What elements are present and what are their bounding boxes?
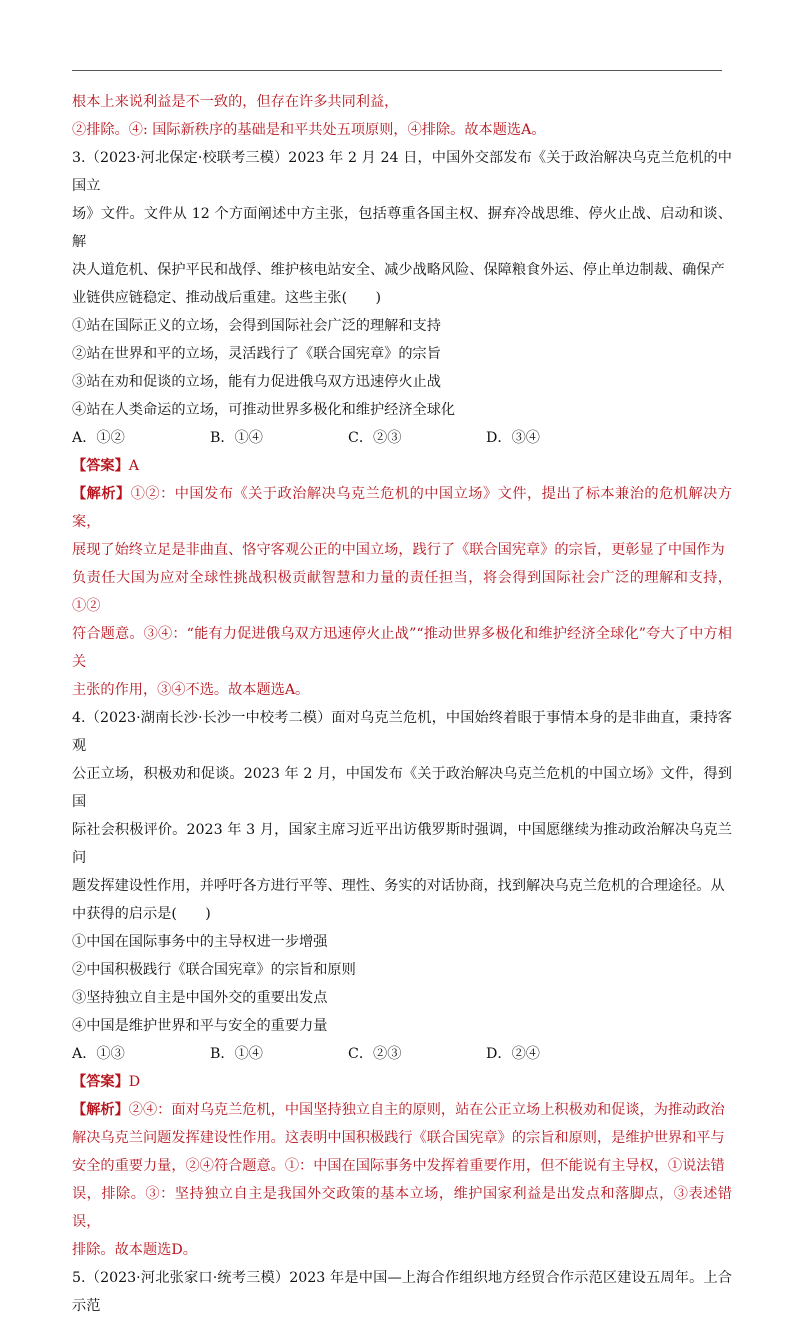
- q4-option-4: ④中国是维护世界和平与安全的重要力量: [72, 1018, 328, 1034]
- q3-option-3: ③站在劝和促谈的立场，能有力促进俄乌双方迅速停火止战: [72, 374, 441, 390]
- page-content: [72, 88, 732, 1320]
- prev-analysis-text-1: 根本上来说利益是不一致的，但存在许多共同利益，: [72, 94, 399, 110]
- q3-choice-c: C．②③: [348, 430, 402, 446]
- q4-choice-b: B．①④: [210, 1046, 263, 1062]
- q4-analysis-line-2: 解决乌克兰问题发挥建设性作用。这表明中国积极践行《联合国宪章》的宗旨和原则，是维护世界和平与: [72, 1130, 725, 1146]
- q3-answer: [72, 452, 732, 480]
- q4-choices: [72, 1040, 732, 1068]
- q4-analysis-label: 【解析】: [72, 1102, 129, 1118]
- q3-option-1: ①站在国际正义的立场，会得到国际社会广泛的理解和支持: [72, 318, 441, 334]
- q3-analysis-line-1: [72, 480, 732, 536]
- q4-answer-value: D: [128, 1074, 141, 1090]
- q4-analysis-line-1: [72, 1096, 732, 1124]
- q4-analysis-line-4: 误，排除。③：坚持独立自主是我国外交政策的基本立场，维护国家利益是出发点和落脚点，③表述错误，: [72, 1186, 732, 1230]
- q3-analysis-line-4: 符合题意。③④：“能有力促进俄乌双方迅速停火止战”“推动世界多极化和维护经济全球化”夸大了中方相关: [72, 626, 732, 670]
- q4-analysis-text-1: ②④：面对乌克兰危机，中国坚持独立自主的原则，站在公正立场上积极劝和促谈，为推动政治: [128, 1102, 725, 1118]
- q3-analysis-line-5: 主张的作用，③④不选。故本题选A。: [72, 682, 310, 698]
- question-4: [72, 704, 732, 1264]
- q4-choice-c: C．②③: [348, 1046, 402, 1062]
- question-5: [72, 1264, 732, 1320]
- q4-stem-line-5: 中获得的启示是( ): [72, 906, 211, 922]
- q4-choice-a: A．①③: [72, 1046, 125, 1062]
- q3-choices: [72, 424, 732, 452]
- q3-choice-a: A．①②: [72, 430, 125, 446]
- q5-stem-line-1: 5.（2023·河北张家口·统考三模）2023 年是中国—上海合作组织地方经贸合作示范区建设五周年。上合示范: [72, 1270, 732, 1314]
- q3-stem-line-1: 3.（2023·河北保定·校联考三模）2023 年 2 月 24 日，中国外交部发布《关于政治解决乌克兰危机的中国立: [72, 150, 732, 194]
- q3-stem-line-2: 场》文件。文件从 12 个方面阐述中方主张，包括尊重各国主权、摒弃冷战思维、停火止战、启动和谈、解: [72, 206, 732, 250]
- prev-analysis-text-2: ②排除。④: 国际新秩序的基础是和平共处五项原则，④排除。故本题选A。: [72, 122, 546, 138]
- q4-stem-line-2: 公正立场，积极劝和促谈。2023 年 2 月，中国发布《关于政治解决乌克兰危机的中国立场》文件，得到国: [72, 766, 732, 810]
- q3-analysis-label: 【解析】: [72, 486, 131, 502]
- q4-stem-line-1: 4.（2023·湖南长沙·长沙一中校考二模）面对乌克兰危机，中国始终着眼于事情本身的是非曲直，秉持客观: [72, 710, 732, 754]
- q3-answer-label: 【答案】: [72, 458, 129, 474]
- q3-stem-line-3: 决人道危机、保护平民和战俘、维护核电站安全、减少战略风险、保障粮食外运、停止单边制裁、确保产: [72, 262, 725, 278]
- q4-answer-label: 【答案】: [72, 1074, 129, 1090]
- q3-analysis-line-3: 负责任大国为应对全球性挑战积极贡献智慧和力量的责任担当，将会得到国际社会广泛的理解和支持，①②: [72, 570, 732, 614]
- q4-stem-line-3: 际社会积极评价。2023 年 3 月，国家主席习近平出访俄罗斯时强调，中国愿继续为推动政治解决乌克兰问: [72, 822, 732, 866]
- q3-analysis-text-1: ①②：中国发布《关于政治解决乌克兰危机的中国立场》文件，提出了标本兼治的危机解决方案，: [72, 486, 732, 530]
- prev-analysis-line-2: [72, 116, 732, 144]
- question-3: [72, 144, 732, 704]
- q4-analysis-line-5: 排除。故本题选D。: [72, 1242, 197, 1258]
- q4-answer: [72, 1068, 732, 1096]
- q3-stem-line-4: 业链供应链稳定、推动战后重建。这些主张( ): [72, 290, 382, 306]
- q4-analysis-line-3: 安全的重要力量，②④符合题意。①：中国在国际事务中发挥着重要作用，但不能说有主导权，①说法错: [72, 1158, 725, 1174]
- q3-option-2: ②站在世界和平的立场，灵活践行了《联合国宪章》的宗旨: [72, 346, 441, 362]
- q4-stem-line-4: 题发挥建设性作用，并呼吁各方进行平等、理性、务实的对话协商，找到解决乌克兰危机的合理途径。从: [72, 878, 725, 894]
- q3-answer-value: A: [128, 458, 140, 474]
- q3-option-4: ④站在人类命运的立场，可推动世界多极化和维护经济全球化: [72, 402, 456, 418]
- q4-option-1: ①中国在国际事务中的主导权进一步增强: [72, 934, 328, 950]
- q4-choice-d: D．②④: [486, 1046, 540, 1062]
- header-rule: [72, 70, 722, 71]
- q4-option-3: ③坚持独立自主是中国外交的重要出发点: [72, 990, 328, 1006]
- q3-choice-b: B．①④: [210, 430, 263, 446]
- prev-analysis-line-1: [72, 88, 732, 116]
- q3-analysis-line-2: 展现了始终立足是非曲直、恪守客观公正的中国立场，践行了《联合国宪章》的宗旨，更彰显了中国作为: [72, 542, 725, 558]
- q4-option-2: ②中国积极践行《联合国宪章》的宗旨和原则: [72, 962, 356, 978]
- q3-choice-d: D．③④: [486, 430, 540, 446]
